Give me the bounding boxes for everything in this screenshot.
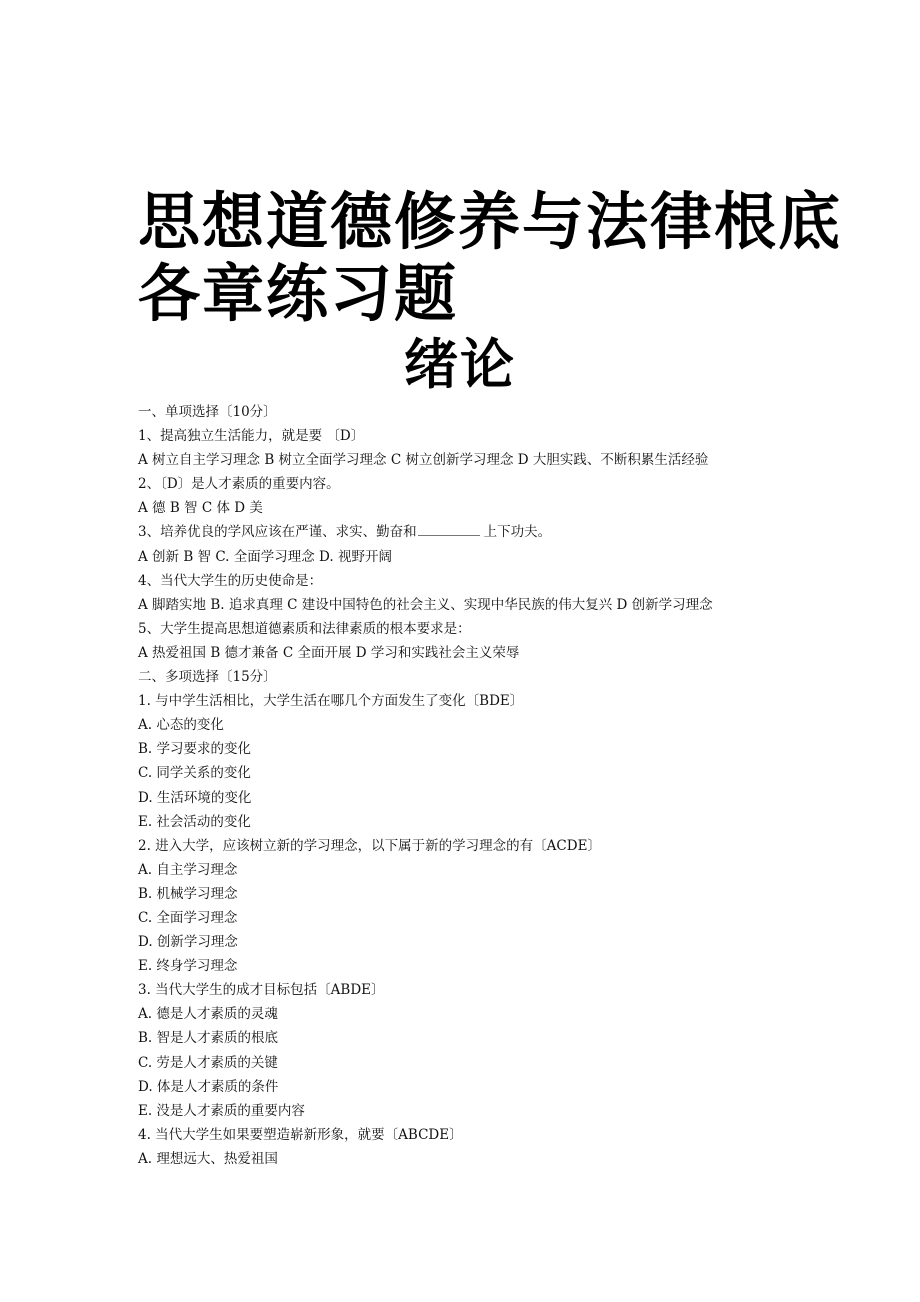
question-option: B. 学习要求的变化 [138, 741, 252, 758]
question-option: C. 全面学习理念 [138, 909, 238, 926]
question-options: A 树立自主学习理念 B 树立全面学习理念 C 树立创新学习理念 D 大胆实践、不断积累生活经验 [138, 452, 709, 469]
question-option: C. 同学关系的变化 [138, 765, 251, 782]
document-body [138, 400, 798, 1171]
question-option: E. 社会活动的变化 [138, 813, 251, 830]
question-stem [138, 520, 798, 544]
question-option: B. 机械学习理念 [138, 885, 238, 902]
question-stem: 5、大学生提高思想道德素质和法律素质的根本要求是： [138, 620, 471, 637]
document-title-line-1: 思想道德修养与法律根底 [138, 185, 843, 258]
question-option: A. 德是人才素质的灵魂 [138, 1006, 278, 1023]
question-options: A 德 B 智 C 体 D 美 [138, 500, 263, 517]
chapter-heading: 绪论 [404, 333, 516, 396]
question-option: C. 劳是人才素质的关键 [138, 1054, 278, 1071]
question-options: A 脚踏实地 B. 追求真理 C 建设中国特色的社会主义、实现中华民族的伟大复兴 D 创新学习理念 [138, 596, 713, 613]
question-option: E. 没是人才素质的重要内容 [138, 1102, 305, 1119]
question-stem: 2. 进入大学，应该树立新的学习理念，以下属于新的学习理念的有〔ACDE〕 [138, 837, 601, 854]
fill-in-blank [418, 523, 480, 536]
question-stem: 4、当代大学生的历史使命是： [138, 572, 323, 589]
question-stem-after-blank: 上下功夫。 [483, 524, 552, 541]
question-options: A 热爱祖国 B 德才兼备 C 全面开展 D 学习和实践社会主义荣辱 [138, 644, 520, 661]
question-stem: 3. 当代大学生的成才目标包括〔ABDE〕 [138, 982, 385, 999]
document-title-line-2: 各章练习题 [138, 257, 459, 330]
question-option: A. 心态的变化 [138, 717, 224, 734]
question-options: A 创新 B 智 C. 全面学习理念 D. 视野开阔 [138, 548, 392, 565]
question-option: B. 智是人才素质的根底 [138, 1030, 279, 1047]
question-option: D. 体是人才素质的条件 [138, 1078, 279, 1095]
question-stem: 1. 与中学生活相比，大学生活在哪几个方面发生了变化〔BDE〕 [138, 693, 524, 710]
question-option: D. 创新学习理念 [138, 934, 238, 951]
question-stem: 4. 当代大学生如果要塑造崭新形象，就要〔ABCDE〕 [138, 1126, 463, 1143]
section-heading-multiple-choice: 二、多项选择〔15分〕 [138, 669, 277, 686]
section-heading-single-choice: 一、单项选择〔10分〕 [138, 404, 277, 420]
question-stem: 1、提高独立生活能力，就是要 〔D〕 [138, 428, 365, 445]
question-option: A. 自主学习理念 [138, 861, 238, 878]
question-stem: 2、〔D〕是人才素质的重要内容。 [138, 476, 340, 493]
question-option: D. 生活环境的变化 [138, 789, 252, 806]
question-option: A. 理想远大、热爱祖国 [138, 1150, 278, 1167]
question-stem-before-blank: 3、培养优良的学风应该在严谨、求实、勤奋和 [138, 524, 417, 541]
question-option: E. 终身学习理念 [138, 958, 238, 975]
